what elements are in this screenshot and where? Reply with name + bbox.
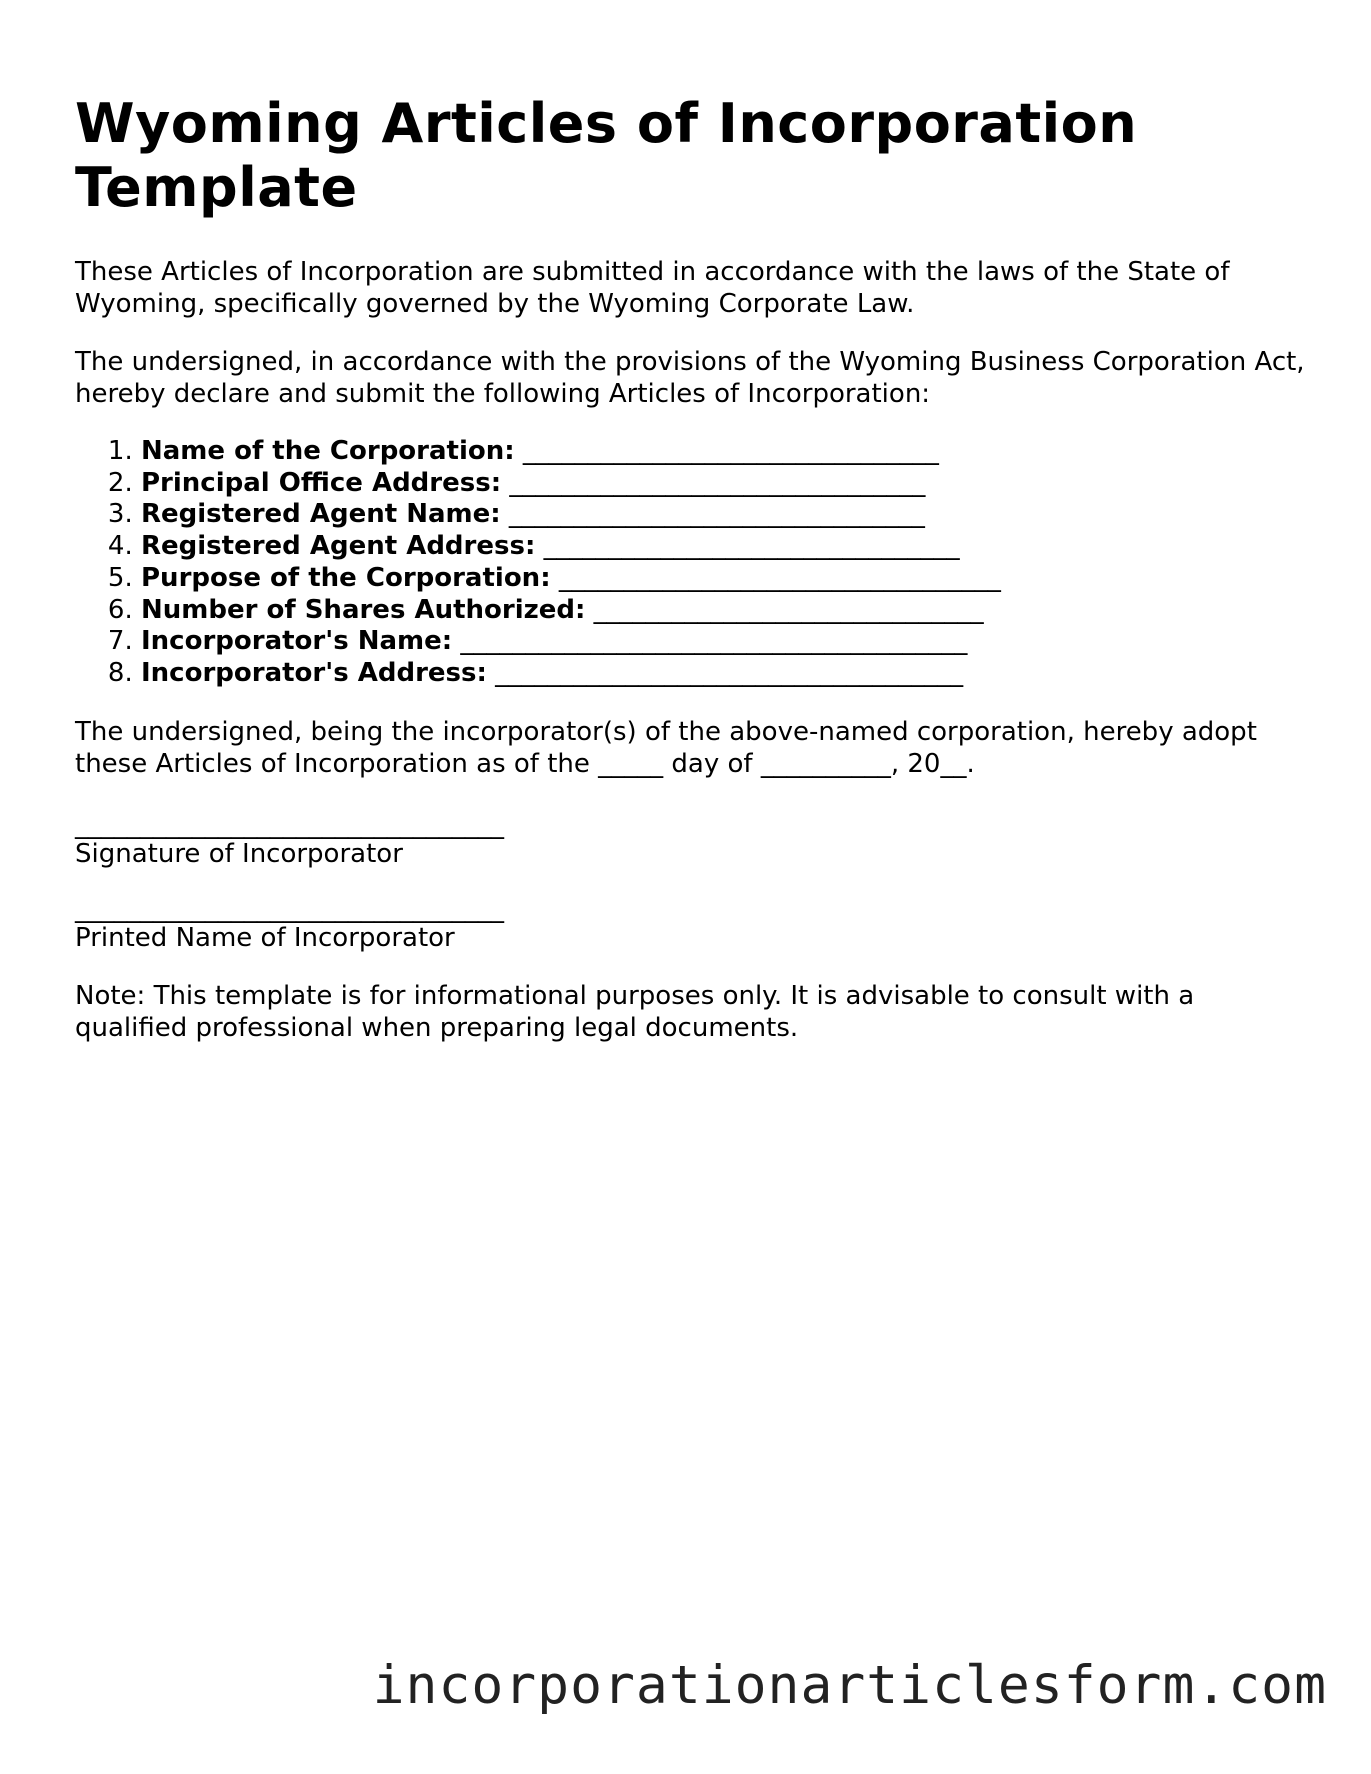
field-label: Number of Shares Authorized: (141, 594, 586, 625)
intro-paragraph-1: These Articles of Incorporation are submitted in accordance with the laws of the State of Wyoming, specifically governed by the Wyoming Corporate Law. (75, 257, 1230, 319)
watermark-text: incorporationarticlesform.com (372, 1655, 1327, 1716)
field-blank: _______________________________________ (452, 626, 968, 657)
field-blank: ________________________________ (500, 499, 925, 530)
field-corporation-name (141, 436, 1305, 468)
printed-name-line: _________________________________ (75, 893, 504, 924)
signature-block (75, 809, 1305, 870)
field-label: Principal Office Address: (141, 467, 502, 498)
field-shares-authorized (141, 595, 1305, 627)
field-incorporator-address (141, 658, 1305, 690)
field-label: Name of the Corporation: (141, 436, 515, 466)
document-title: Wyoming Articles of Incorporation Template (75, 92, 1138, 219)
field-label: Registered Agent Address: (141, 531, 536, 562)
document-page (75, 92, 1305, 1044)
printed-name-label: Printed Name of Incorporator (75, 922, 455, 953)
articles-field-list (75, 436, 1305, 690)
intro-paragraph-2: The undersigned, in accordance with the provisions of the Wyoming Business Corporation Act, hereby declare and submit the following Articles of Incorporation: (75, 347, 1305, 409)
field-label: Purpose of the Corporation: (141, 562, 551, 593)
signature-label: Signature of Incorporator (75, 838, 403, 869)
field-blank: ____________________________________ (486, 657, 964, 688)
field-blank: ______________________________ (585, 594, 984, 625)
field-purpose (141, 563, 1305, 595)
field-blank: ________________________________ (501, 467, 926, 498)
field-label: Incorporator's Address: (141, 657, 487, 688)
field-label: Incorporator's Name: (141, 626, 453, 657)
field-label: Registered Agent Name: (141, 499, 501, 530)
printed-name-block (75, 893, 1305, 954)
field-blank: ________________________________ (535, 531, 960, 562)
adoption-paragraph: The undersigned, being the incorporator(s) of the above-named corporation, hereby adopt these Articles of Incorporation as of the _____ day of __________, 20__. (75, 716, 1257, 779)
field-principal-office-address (141, 468, 1305, 500)
field-incorporator-name (141, 626, 1305, 658)
disclaimer-note: Note: This template is for informational purposes only. It is advisable to consult with a qualified professional when preparing legal documents. (75, 980, 1195, 1043)
field-registered-agent-address (141, 531, 1305, 563)
field-registered-agent-name (141, 499, 1305, 531)
signature-line: _________________________________ (75, 809, 504, 840)
field-blank: __________________________________ (550, 562, 1001, 593)
field-blank: ________________________________ (514, 436, 939, 466)
